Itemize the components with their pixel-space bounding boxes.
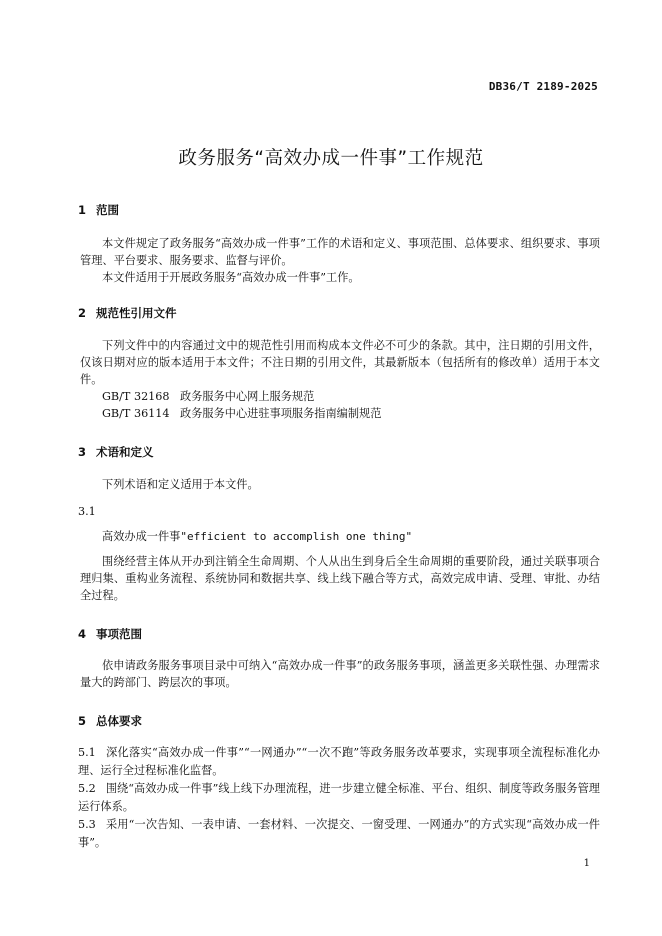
section-4-heading <box>78 626 142 642</box>
clause-5-1 <box>78 744 600 780</box>
paragraph: 本文件适用于开展政务服务“高效办成一件事”工作。 <box>102 271 360 284</box>
section-number: 5 <box>78 714 87 728</box>
clause-text: 围绕“高效办成一件事”线上线下办理流程，进一步建立健全标准、平台、组织、制度等政务服务管理运行体系。 <box>78 782 600 813</box>
section-number: 4 <box>78 627 87 641</box>
reference-code: GB/T 36114 <box>102 407 170 420</box>
section-title: 规范性引用文件 <box>96 306 177 320</box>
section-3-body <box>80 476 600 493</box>
reference-item <box>102 405 381 422</box>
paragraph: 围绕经营主体从开办到注销全生命周期、个人从出生到身后全生命周期的重要阶段，通过关联事项合理归集、重构业务流程、系统协同和数据共享、线上线下融合等方式，高效完成申请、受理、审批、办结全过程。 <box>80 555 600 602</box>
section-number: 1 <box>78 203 87 217</box>
paragraph: 本文件规定了政务服务“高效办成一件事”工作的术语和定义、事项范围、总体要求、组织要求、事项管理、平台要求、服务要求、监督与评价。 <box>80 237 600 267</box>
section-3-heading <box>78 444 154 460</box>
section-4-body <box>80 657 600 691</box>
term-english: "efficient to accomplish one thing" <box>180 530 413 543</box>
section-number: 2 <box>78 306 87 320</box>
section-title: 事项范围 <box>96 627 142 641</box>
term-definition <box>80 553 600 604</box>
clause-text: 深化落实“高效办成一件事”“一网通办”“一次不跑”等政务服务改革要求，实现事项全流程标准化办理、运行全过程标准化监督。 <box>78 746 600 777</box>
term-entry <box>102 528 412 544</box>
section-title: 术语和定义 <box>96 445 154 459</box>
clause-5-2 <box>78 780 600 816</box>
section-2-body <box>80 337 600 388</box>
section-5-heading <box>78 713 142 729</box>
reference-name: 政务服务中心网上服务规范 <box>180 390 315 403</box>
paragraph: 依申请政务服务事项目录中可纳入“高效办成一件事”的政务服务事项，涵盖更多关联性强、办理需求量大的跨部门、跨层次的事项。 <box>80 659 600 689</box>
section-title: 总体要求 <box>96 714 142 728</box>
clause-number: 5.1 <box>78 746 96 759</box>
page-number: 1 <box>583 858 590 869</box>
section-2-heading <box>78 305 177 321</box>
document-code: DB36/T 2189-2025 <box>488 80 598 93</box>
reference-code: GB/T 32168 <box>102 390 170 403</box>
paragraph: 下列术语和定义适用于本文件。 <box>102 478 259 491</box>
clause-number: 5.2 <box>78 782 96 795</box>
paragraph: 下列文件中的内容通过文中的规范性引用而构成本文件必不可少的条款。其中，注日期的引用文件，仅该日期对应的版本适用于本文件；不注日期的引用文件，其最新版本（包括所有的修改单）适用于本文件。 <box>80 339 600 386</box>
clause-5-3 <box>78 816 600 852</box>
section-number: 3 <box>78 445 87 459</box>
clause-number: 5.3 <box>78 818 96 831</box>
section-1-body <box>80 235 600 286</box>
reference-item <box>102 388 314 405</box>
clause-text: 采用“一次告知、一表申请、一套材料、一次提交、一窗受理、一网通办”的方式实现“高效办成一件事”。 <box>78 818 600 849</box>
section-1-heading <box>78 202 119 218</box>
subsection-number: 3.1 <box>78 505 96 518</box>
term-chinese: 高效办成一件事 <box>102 530 181 543</box>
reference-name: 政务服务中心进驻事项服务指南编制规范 <box>180 407 382 420</box>
document-title: 政务服务“高效办成一件事”工作规范 <box>178 148 484 169</box>
section-title: 范围 <box>96 203 119 217</box>
